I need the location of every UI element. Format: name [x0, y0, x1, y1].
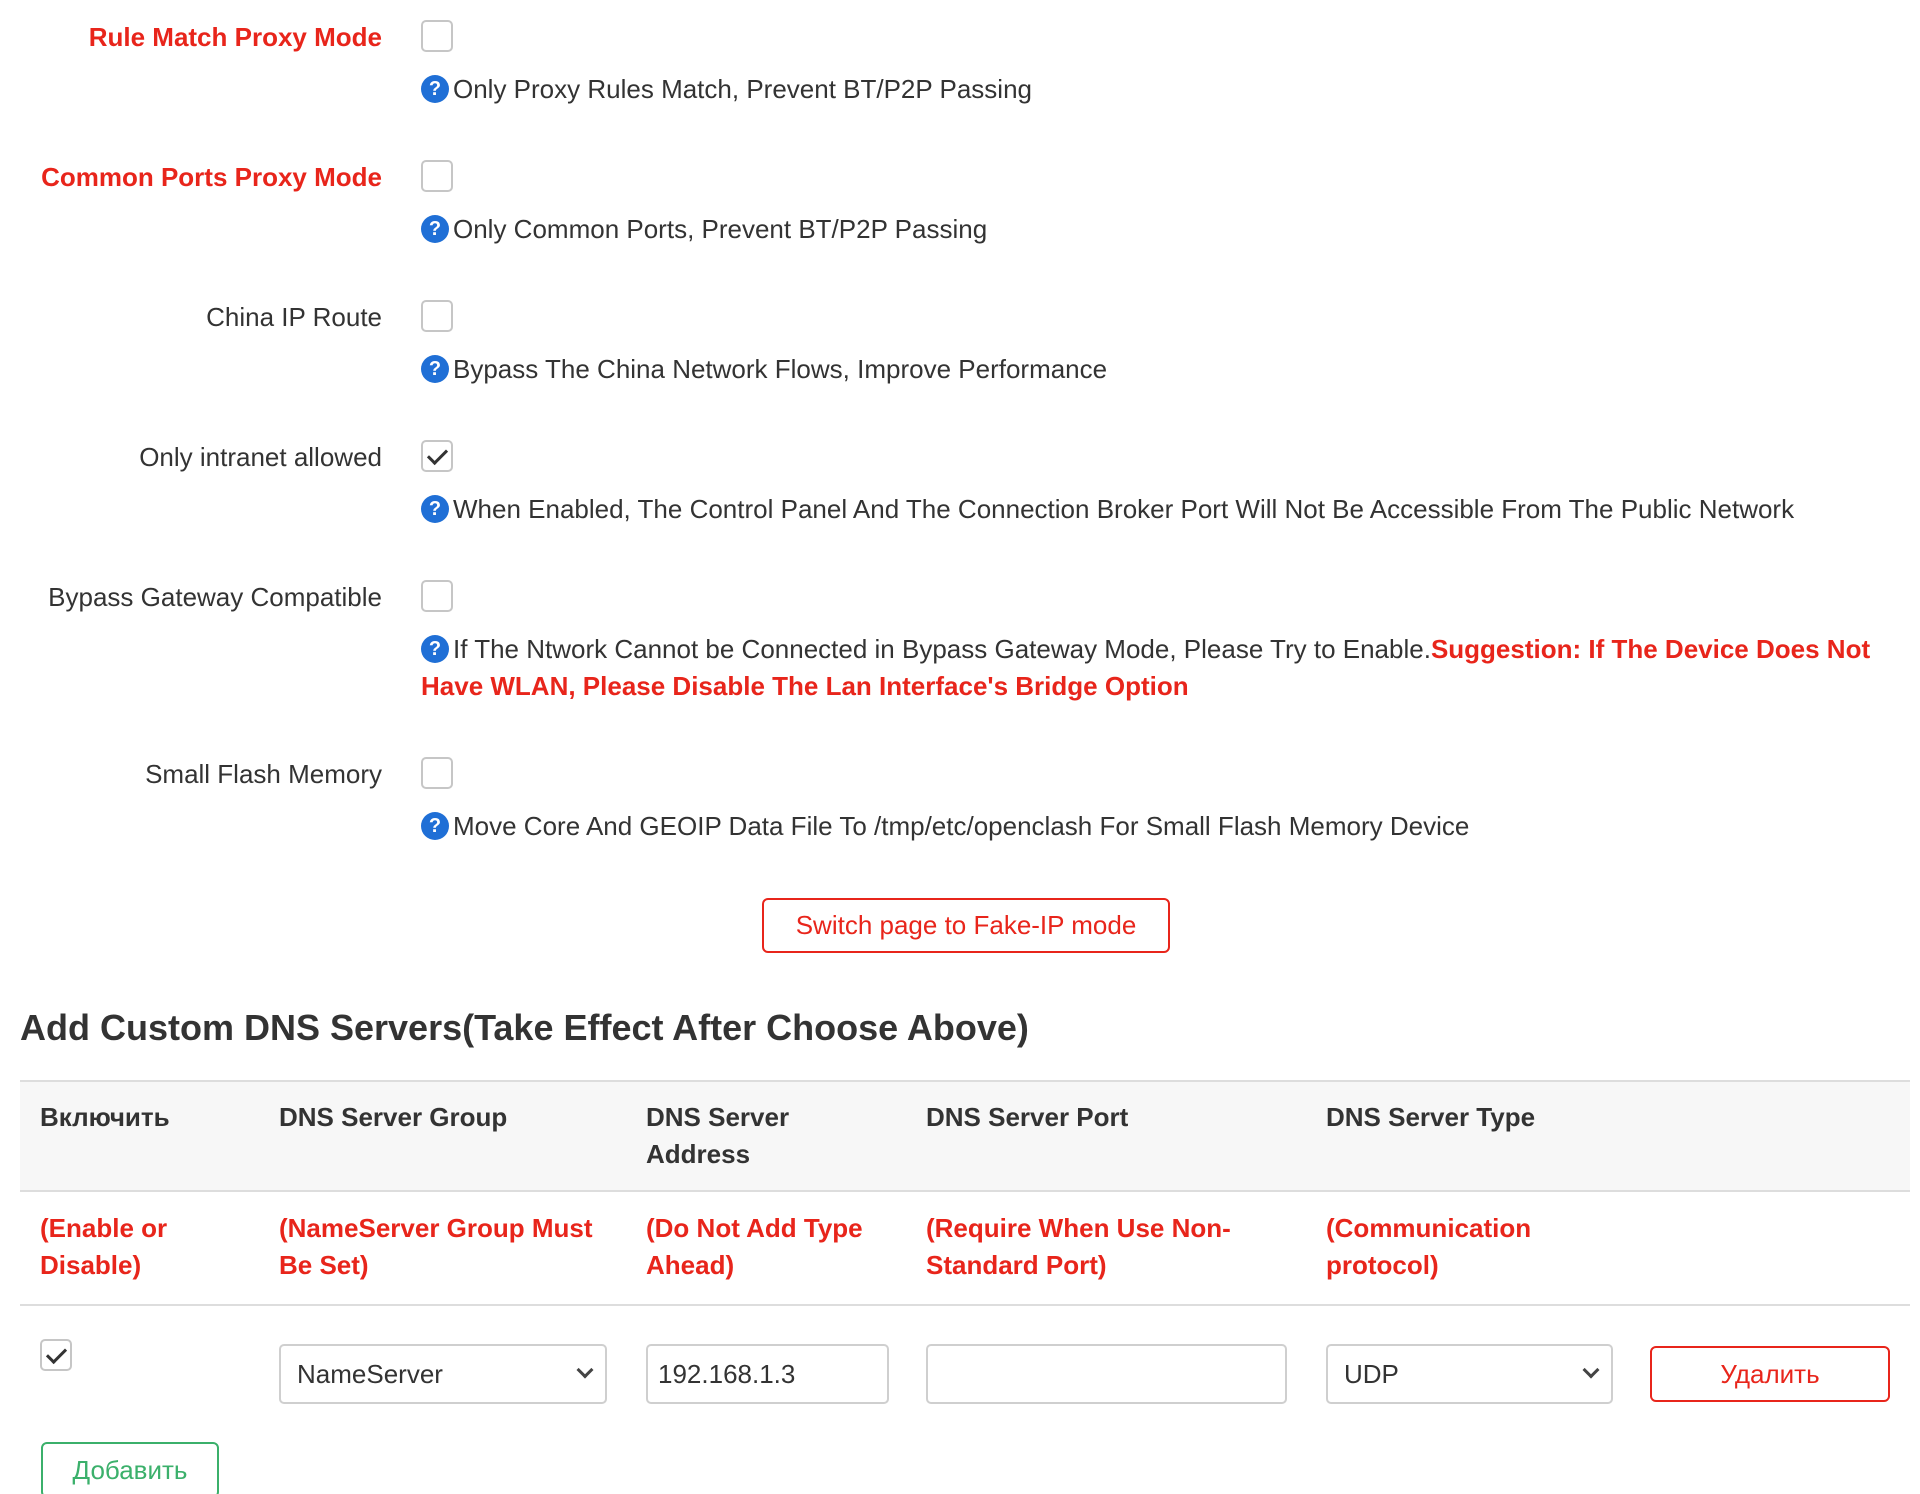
help-text: Only Proxy Rules Match, Prevent BT/P2P Passing: [453, 74, 1032, 104]
help-text: When Enabled, The Control Panel And The Connection Broker Port Will Not Be Accessible From The Public Network: [453, 494, 1795, 524]
hint-group: (NameServer Group Must Be Set): [279, 1213, 593, 1280]
china-ip-route-checkbox[interactable]: [421, 300, 453, 332]
dns-group-select[interactable]: [279, 1344, 607, 1404]
help-text: Move Core And GEOIP Data File To /tmp/etc/openclash For Small Flash Memory Device: [453, 811, 1470, 841]
table-header: [20, 1080, 1910, 1192]
setting-label: Common Ports Proxy Mode: [41, 162, 382, 192]
section-title: Add Custom DNS Servers(Take Effect After Choose Above): [20, 1007, 1029, 1048]
chevron-down-icon: [1583, 1362, 1600, 1379]
setting-help: [421, 211, 1901, 248]
switch-fake-ip-button[interactable]: Switch page to Fake-IP mode: [762, 898, 1170, 953]
help-icon: ?: [421, 75, 449, 103]
setting-help: [421, 808, 1901, 845]
small-flash-memory-checkbox[interactable]: [421, 757, 453, 789]
only-intranet-checkbox[interactable]: [421, 440, 453, 472]
dns-group-value: NameServer: [297, 1359, 443, 1389]
column-header-enable: Включить: [40, 1102, 170, 1132]
help-icon: ?: [421, 812, 449, 840]
setting-help: [421, 71, 1901, 108]
column-header-port: DNS Server Port: [926, 1102, 1129, 1132]
chevron-down-icon: [577, 1362, 594, 1379]
column-header-group: DNS Server Group: [279, 1102, 508, 1132]
table-hint-row: [20, 1192, 1910, 1306]
dns-type-value: UDP: [1344, 1359, 1399, 1389]
help-text: Only Common Ports, Prevent BT/P2P Passing: [453, 214, 988, 244]
setting-label: Rule Match Proxy Mode: [88, 22, 382, 52]
setting-label: Small Flash Memory: [145, 759, 382, 789]
dns-address-value: 192.168.1.3: [658, 1359, 796, 1389]
setting-label: Bypass Gateway Compatible: [48, 582, 382, 612]
common-ports-proxy-checkbox[interactable]: [421, 160, 453, 192]
bypass-gateway-checkbox[interactable]: [421, 580, 453, 612]
help-suggestion: Suggestion: If The Device Does Not Have WLAN, Please Disable The Lan Interface's Bridge Option: [421, 634, 1871, 701]
enable-checkbox[interactable]: [40, 1339, 72, 1371]
help-icon: ?: [421, 355, 449, 383]
hint-port: (Require When Use Non-Standard Port): [926, 1213, 1231, 1280]
setting-label: China IP Route: [206, 302, 382, 332]
setting-help: [421, 631, 1901, 705]
hint-type: (Communication protocol): [1326, 1213, 1532, 1280]
rule-match-proxy-checkbox[interactable]: [421, 20, 453, 52]
help-text: Bypass The China Network Flows, Improve Performance: [453, 354, 1108, 384]
add-button[interactable]: Добавить: [41, 1442, 219, 1494]
help-icon: ?: [421, 215, 449, 243]
delete-button[interactable]: Удалить: [1650, 1346, 1890, 1402]
dns-address-input[interactable]: [646, 1344, 889, 1404]
setting-help: [421, 351, 1901, 388]
column-header-address: DNS Server Address: [646, 1102, 790, 1169]
column-header-type: DNS Server Type: [1326, 1102, 1536, 1132]
help-icon: ?: [421, 635, 449, 663]
setting-label: Only intranet allowed: [139, 442, 382, 472]
dns-type-select[interactable]: [1326, 1344, 1613, 1404]
help-text: If The Ntwork Cannot be Connected in Bypass Gateway Mode, Please Try to Enable.: [453, 634, 1431, 664]
help-icon: ?: [421, 495, 449, 523]
dns-port-input[interactable]: [926, 1344, 1287, 1404]
table-row: [20, 1306, 1910, 1416]
hint-enable: (Enable or Disable): [40, 1213, 168, 1280]
hint-address: (Do Not Add Type Ahead): [646, 1213, 863, 1280]
setting-help: [421, 491, 1901, 528]
